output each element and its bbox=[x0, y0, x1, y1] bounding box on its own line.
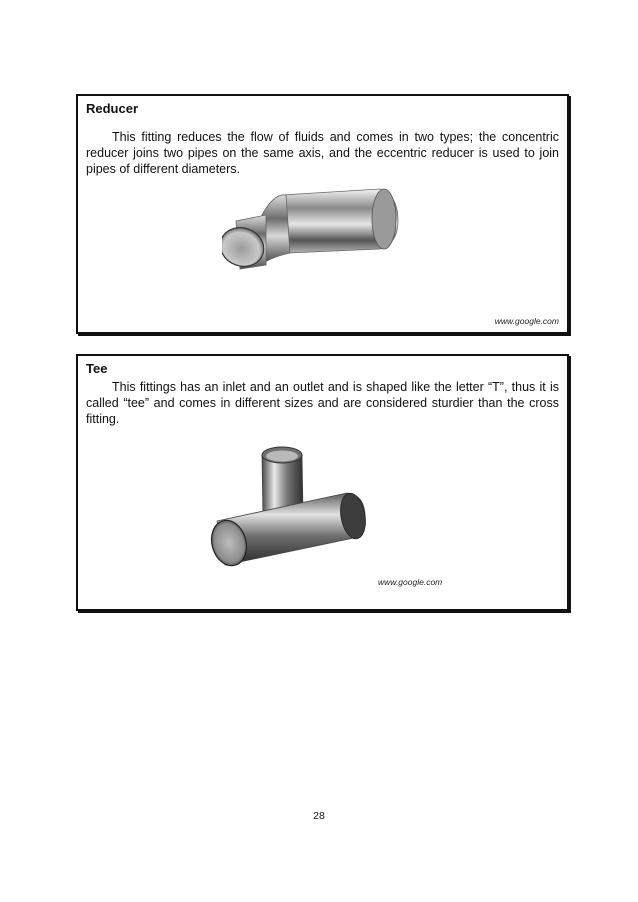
tee-fitting-image bbox=[207, 441, 369, 571]
tee-section bbox=[76, 354, 569, 611]
image-credit: www.google.com bbox=[494, 316, 559, 326]
reducer-section bbox=[76, 94, 569, 334]
section-title: Reducer bbox=[86, 101, 139, 116]
section-body: This fittings has an inlet and an outlet and is shaped like the letter “T”, thus it is called “tee” and comes in different sizes and are considered sturdier than the cross fitting. bbox=[86, 380, 559, 426]
section-title: Tee bbox=[86, 361, 108, 376]
section-body: This fitting reduces the flow of fluids and comes in two types; the concentric reducer joins two pipes on the same axis, and the eccentric reducer is used to join pipes of different diameters. bbox=[86, 130, 559, 176]
reducer-fitting-image bbox=[222, 185, 402, 277]
image-credit: www.google.com bbox=[378, 577, 443, 587]
page-number: 28 bbox=[313, 810, 325, 822]
